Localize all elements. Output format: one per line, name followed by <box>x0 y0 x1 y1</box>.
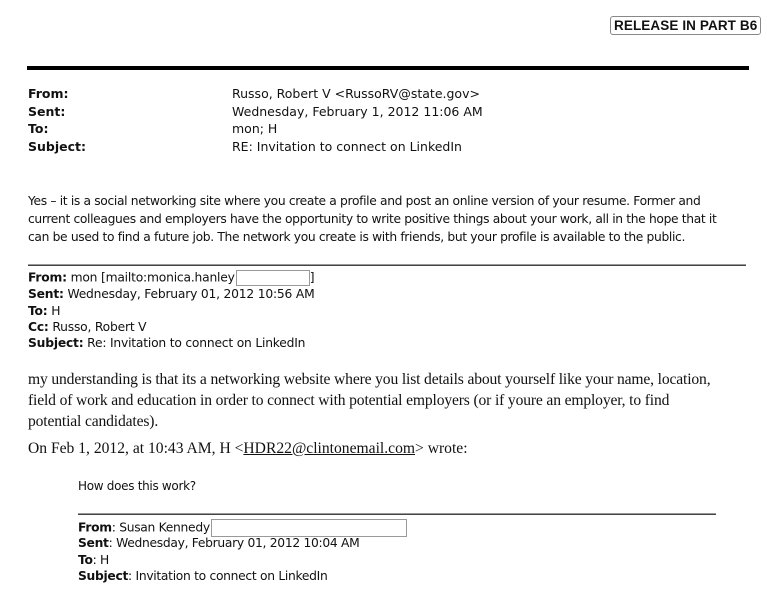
forward1-sent <box>28 287 315 301</box>
quoted-divider <box>78 513 716 515</box>
forward1-from <box>28 270 314 286</box>
forward1-subject-label: Subject: <box>28 336 84 350</box>
forward2-from <box>78 519 407 537</box>
forward1-body <box>28 369 763 432</box>
subject-label: Subject: <box>28 139 86 154</box>
forward1-subject <box>28 336 305 350</box>
forward2-sent <box>78 536 359 550</box>
forward1-from-label: From: <box>28 270 67 285</box>
forward2-from-value: : Susan Kennedy <box>111 520 210 535</box>
forward1-to-value: H <box>47 304 61 318</box>
subject-value: RE: Invitation to connect on LinkedIn <box>232 139 462 154</box>
forward1-to-label: To: <box>28 304 48 318</box>
forward1-cc-value: Russo, Robert V <box>48 320 147 334</box>
sent-label: Sent: <box>28 104 66 119</box>
release-stamp: RELEASE IN PART B6 <box>610 16 761 35</box>
forward1-body-line: potential candidates). <box>28 413 159 430</box>
quote-attribution <box>28 440 468 458</box>
sender-email-link[interactable]: HDR22@clintonemail.com <box>243 440 415 457</box>
forward1-to <box>28 304 60 318</box>
reply-line: can be used to find a future job. The network you create is with friends, but your profile is available to the public. <box>28 230 685 244</box>
forward1-subject-value: Re: Invitation to connect on LinkedIn <box>83 336 306 350</box>
from-value: Russo, Robert V <RussoRV@state.gov> <box>232 86 480 101</box>
quote-attribution-prefix: On Feb 1, 2012, at 10:43 AM, H < <box>28 440 244 457</box>
forward1-from-value: mon [mailto:monica.hanley <box>66 270 235 285</box>
forward2-subject <box>78 569 327 583</box>
quote-attribution-suffix: > wrote: <box>415 440 468 457</box>
forward2-subject-value: : Invitation to connect on LinkedIn <box>128 569 328 583</box>
from-label: From: <box>28 86 69 101</box>
redaction-box <box>211 519 407 537</box>
sent-value: Wednesday, February 1, 2012 11:06 AM <box>232 104 483 119</box>
forward2-to-value: : H <box>92 553 110 567</box>
forward2-to-label: To <box>78 553 93 567</box>
to-value: mon; H <box>232 121 278 136</box>
reply-line: current colleagues and employers have the opportunity to write positive things about your work, all in the hope that it <box>28 212 717 226</box>
forward2-from-label: From <box>78 520 112 535</box>
header-divider <box>27 66 749 70</box>
forward1-body-line: field of work and education in order to connect with potential employers (or if youre an employer, to find <box>28 392 670 409</box>
forward-divider <box>28 264 746 266</box>
forward2-subject-label: Subject <box>78 569 129 583</box>
forward2-to <box>78 553 109 567</box>
redaction-box <box>236 270 310 286</box>
quoted-message: How does this work? <box>78 479 196 493</box>
forward1-cc-label: Cc: <box>28 320 49 334</box>
forward1-body-line: my understanding is that its a networking website where you list details about yourself like your name, location, <box>28 371 711 388</box>
forward1-from-close: ] <box>309 270 315 285</box>
forward2-sent-label: Sent <box>78 536 109 550</box>
forward1-cc <box>28 320 146 334</box>
forward2-sent-value: : Wednesday, February 01, 2012 10:04 AM <box>108 536 360 550</box>
forward1-sent-value: Wednesday, February 01, 2012 10:56 AM <box>63 287 315 301</box>
to-label: To: <box>28 121 49 136</box>
reply-body <box>28 192 753 246</box>
forward1-sent-label: Sent: <box>28 287 64 301</box>
reply-line: Yes – it is a social networking site where you create a profile and post an online version of your resume. Former and <box>28 194 701 208</box>
